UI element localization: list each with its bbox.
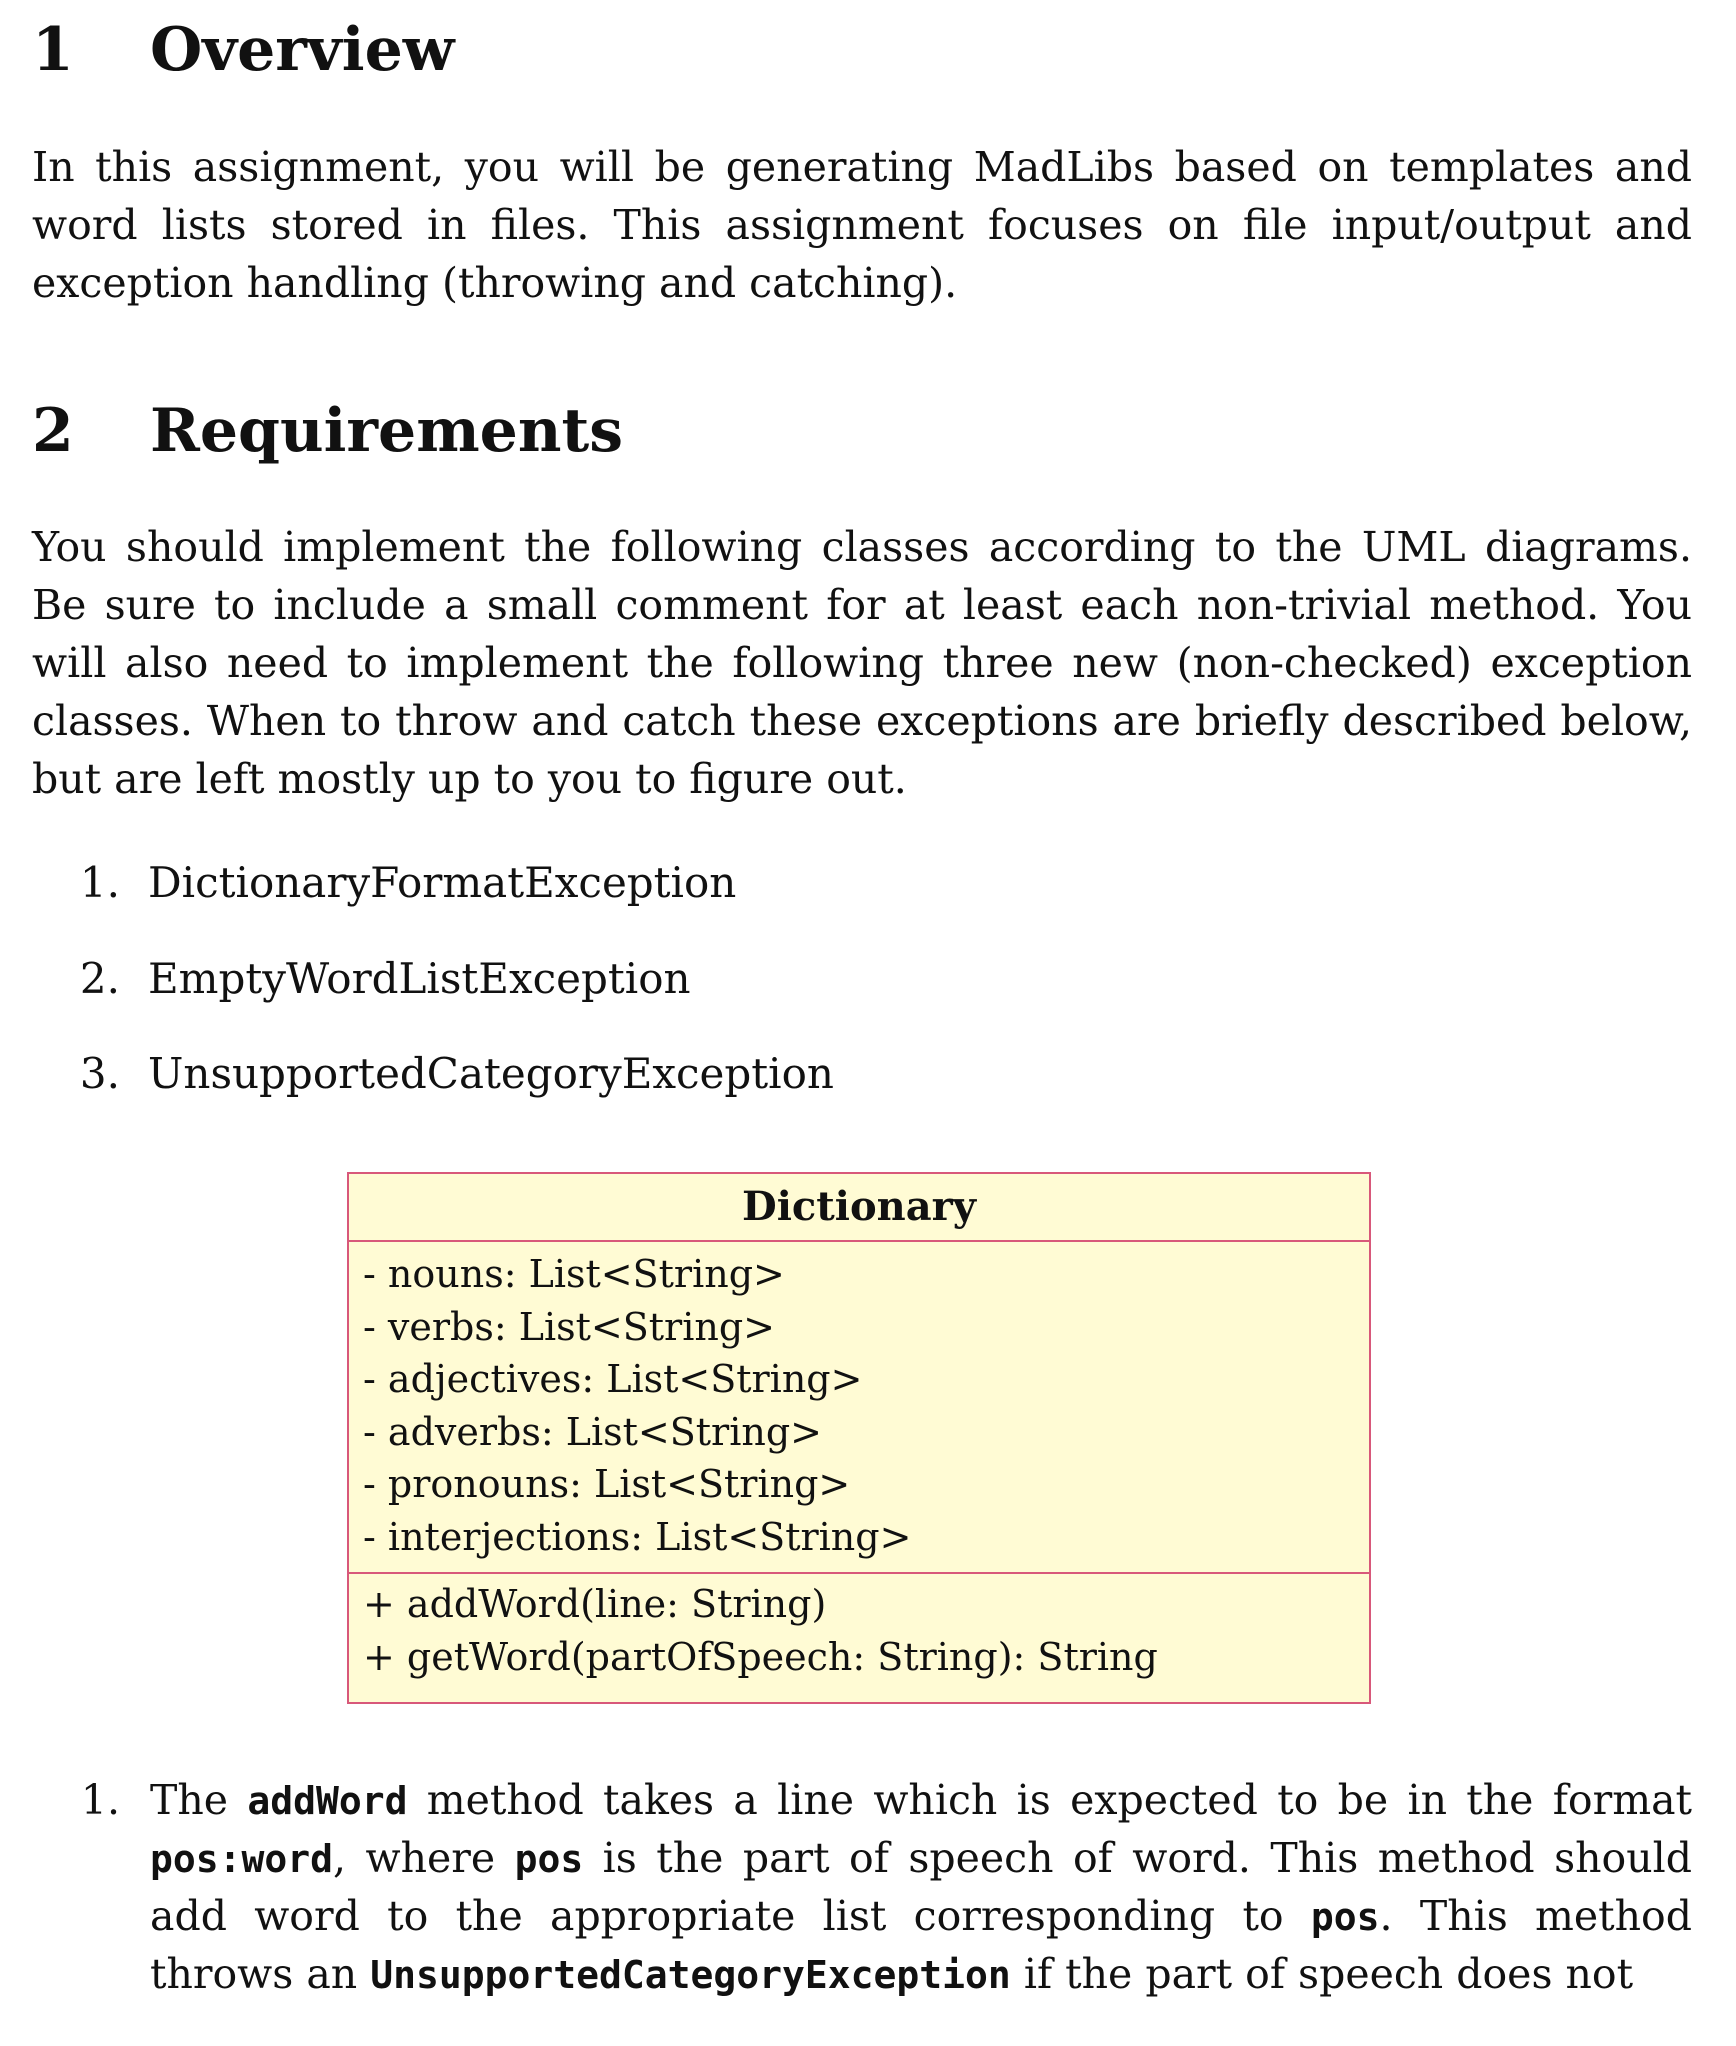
code-addword: addWord: [247, 1779, 408, 1823]
uml-attributes: [349, 1242, 1369, 1574]
text-run: if the part of speech does not: [1010, 1950, 1634, 1998]
text-run: is the part of speech of word. This method should add word to the appropriate list corresponding to: [150, 1834, 1692, 1940]
list-number: 1.: [79, 858, 120, 907]
requirements-paragraph: You should implement the following classes according to the UML diagrams. Be sure to include a small comment for at least each non-trivial method. You will also need to implement the following three new (non-checked) exception classes. When to throw and catch these exceptions are briefly described below, but are left mostly up to you to figure out.: [32, 523, 1692, 803]
section-heading-overview: [32, 14, 454, 86]
uml-attribute: - adjectives: List<String>: [363, 1357, 863, 1401]
uml-attribute: - adverbs: List<String>: [363, 1409, 822, 1454]
section-heading-requirements: [32, 395, 623, 467]
list-item: [32, 854, 736, 912]
uml-attribute: - verbs: List<String>: [363, 1304, 776, 1349]
method-description-text: [150, 1772, 1692, 2004]
text-run: , where: [333, 1834, 515, 1882]
list-item: [32, 950, 691, 1008]
list-number: 2.: [79, 954, 120, 1003]
code-pos: pos: [514, 1837, 584, 1881]
uml-attribute: - interjections: List<String>: [363, 1514, 912, 1559]
text-run: . This method throws an: [150, 1892, 1692, 1998]
exception-name: EmptyWordListException: [148, 954, 691, 1003]
exception-name: UnsupportedCategoryException: [148, 1049, 834, 1098]
section-title: Overview: [150, 15, 455, 85]
code-pos: pos: [1310, 1895, 1380, 1939]
uml-attribute: - nouns: List<String>: [363, 1252, 785, 1296]
list-number: 1.: [80, 1776, 120, 1824]
method-description-item: [32, 1772, 1692, 2004]
exception-name: DictionaryFormatException: [148, 858, 737, 907]
text-run: method takes a line which is expected to be in the format: [407, 1776, 1692, 1824]
uml-method: + getWord(partOfSpeech: String): String: [363, 1634, 1158, 1679]
code-exception: UnsupportedCategoryException: [370, 1953, 1011, 1997]
text-run: The: [150, 1776, 248, 1824]
section-number: 1: [32, 15, 74, 85]
overview-paragraph: In this assignment, you will be generating MadLibs based on templates and word lists stored in files. This assignment focuses on file input/output and exception handling (throwing and catching).: [32, 143, 1692, 307]
uml-methods: [349, 1574, 1369, 1683]
section-title: Requirements: [150, 396, 623, 466]
code-pos-word: pos:word: [150, 1837, 334, 1881]
section-number: 2: [32, 396, 74, 466]
uml-method: + addWord(line: String): [363, 1582, 827, 1626]
uml-class-name: Dictionary: [349, 1174, 1369, 1242]
list-number: 3.: [79, 1049, 120, 1098]
uml-class-diagram: [347, 1172, 1371, 1704]
list-item: [32, 1045, 834, 1103]
uml-attribute: - pronouns: List<String>: [363, 1462, 851, 1506]
